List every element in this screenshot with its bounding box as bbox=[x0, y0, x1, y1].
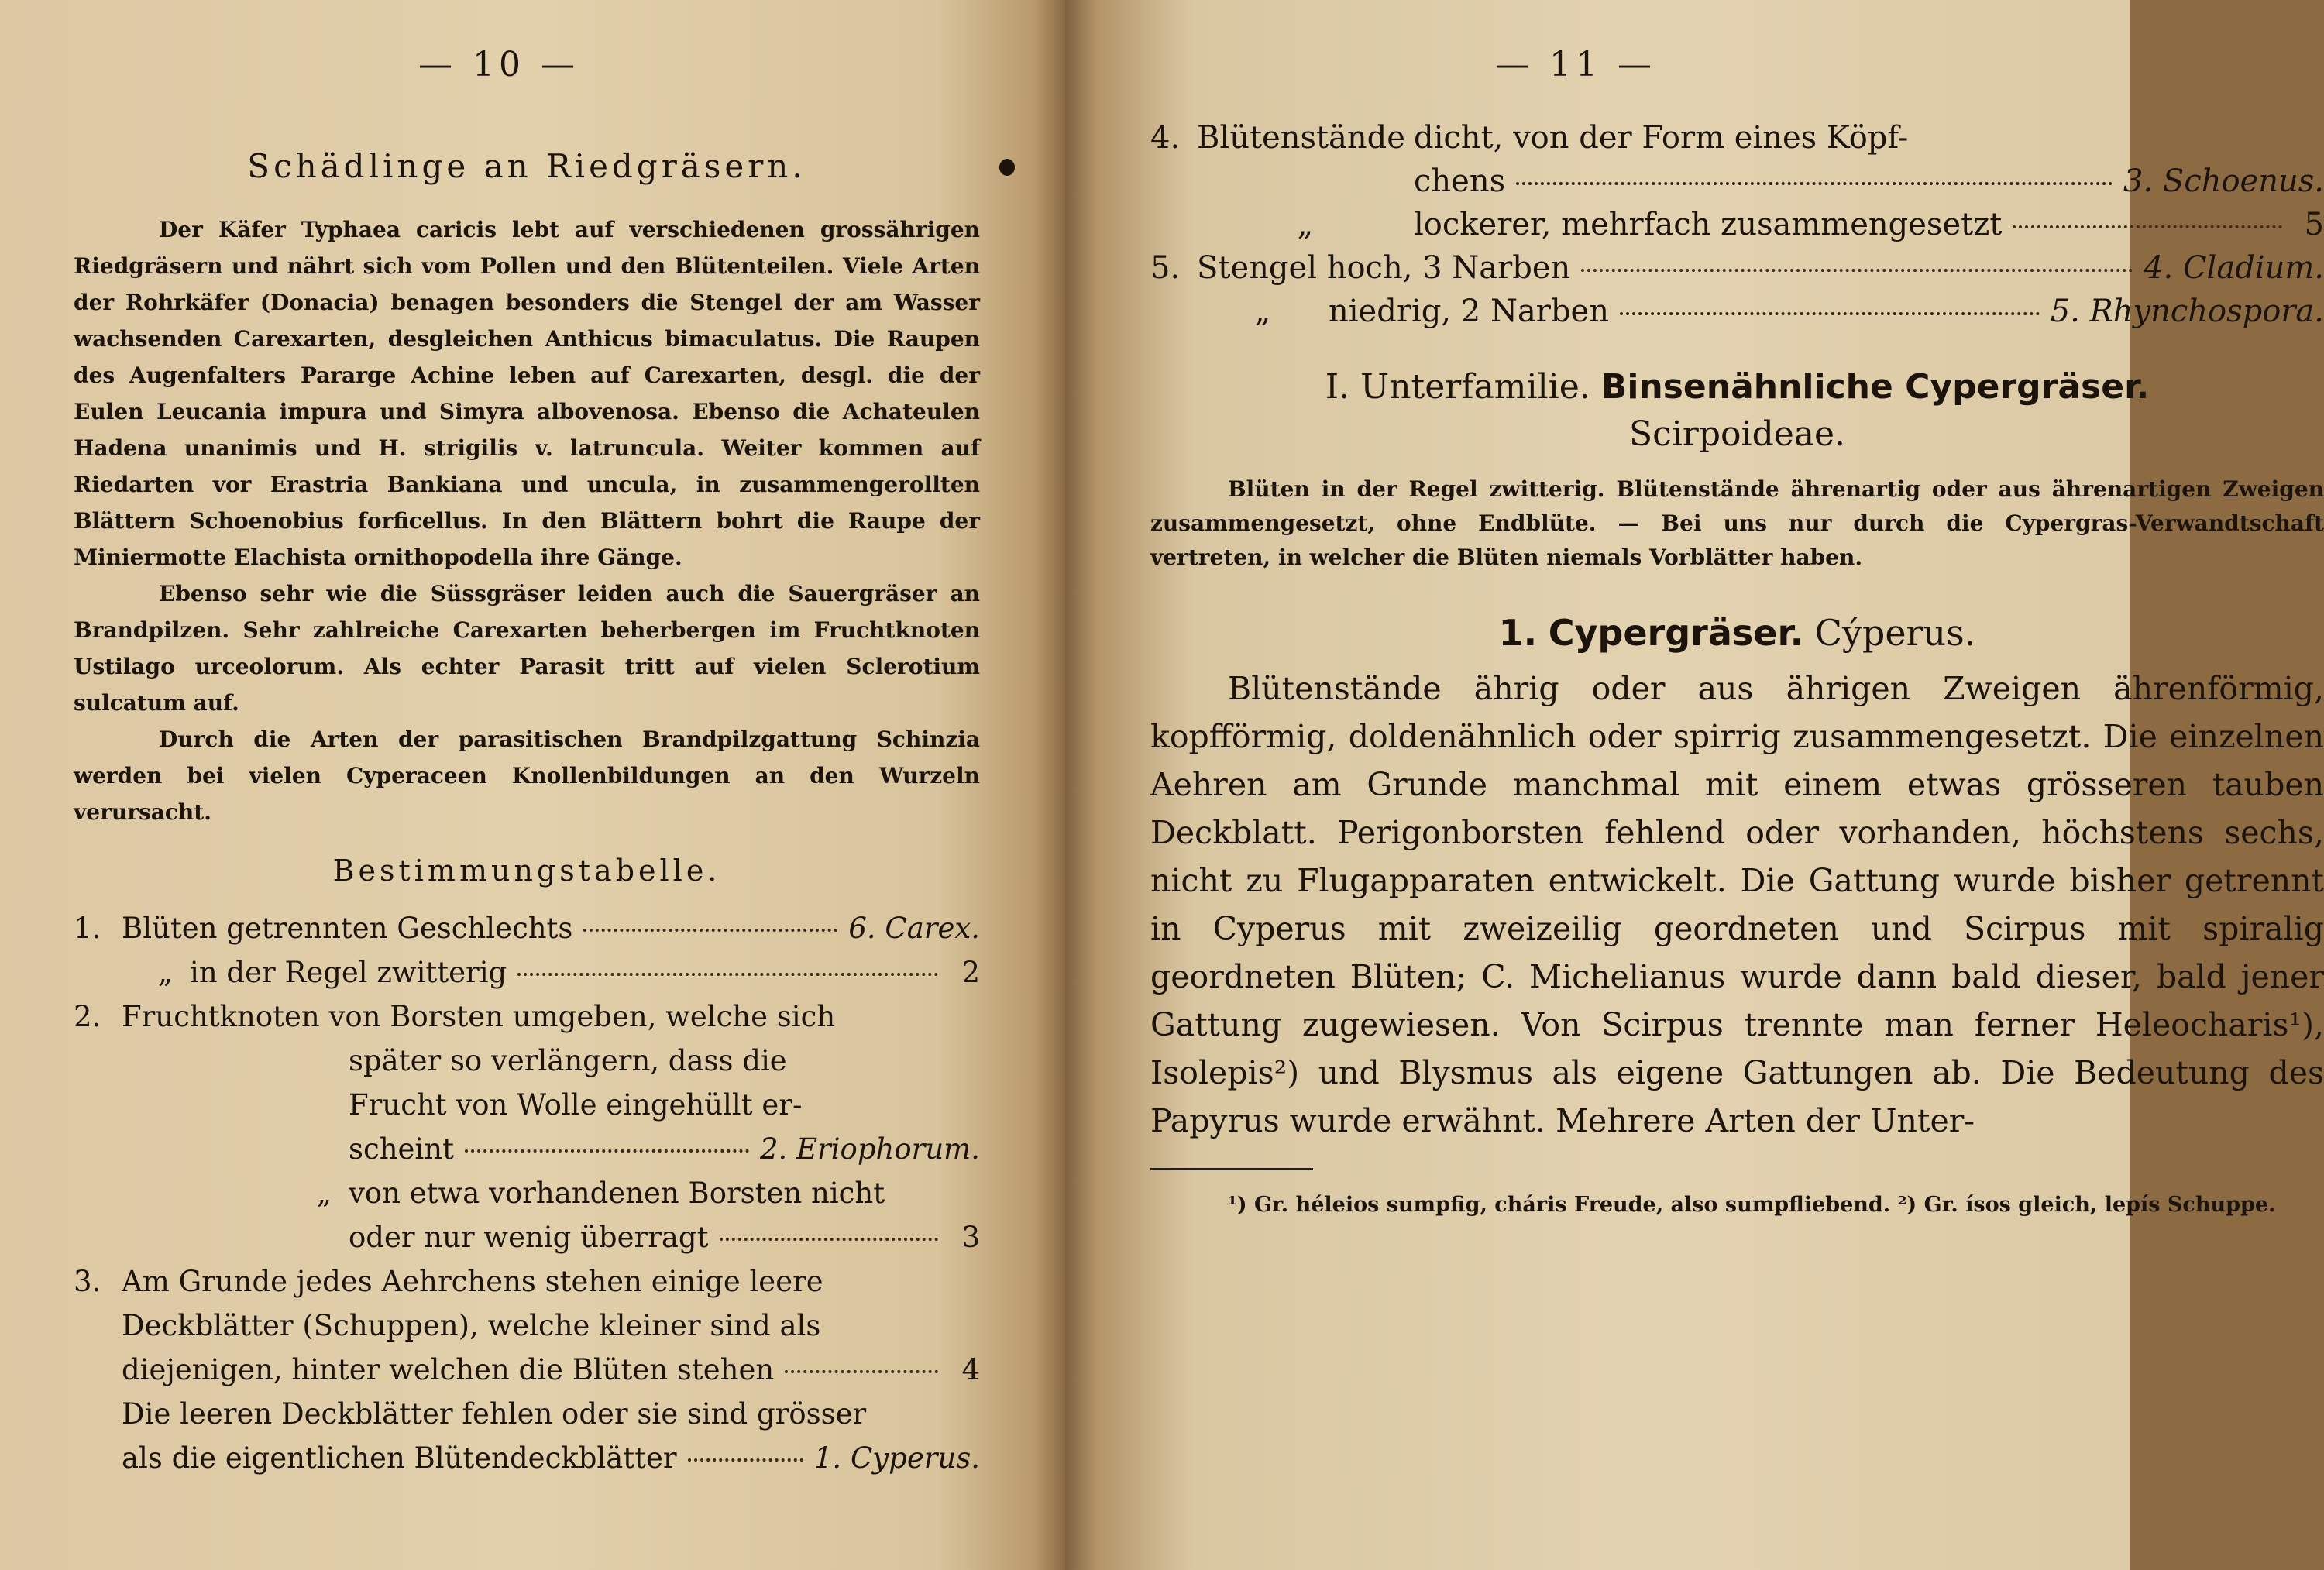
subfamily-heading bbox=[1150, 367, 2324, 407]
key-entry-4b: „ lockerer, mehrfach zusammengesetzt 5 bbox=[1150, 203, 2324, 246]
leader-dots bbox=[583, 929, 837, 932]
leader-dots bbox=[1516, 182, 2113, 185]
genus-latin: Cýperus. bbox=[1814, 612, 1976, 654]
footnote-rule bbox=[1150, 1168, 1313, 1170]
leader-dots bbox=[465, 1149, 749, 1153]
key-entry-1: 1. Blüten getrennten Geschlechts 6. Carex. bbox=[74, 906, 980, 950]
subfamily-description: Blüten in der Regel zwitterig. Blütenstände ährenartig oder aus ährenartigen Zweigen zusammengesetzt, ohne Endblüte. — Bei uns nur durch die Cypergras-Verwandtschaft vertreten, in welcher die Blüten niemals Vorblätter haben. bbox=[1150, 476, 2324, 570]
paragraph: Der Käfer Typhaea caricis lebt auf verschiedenen grossährigen Riedgräsern und nährt sich vom Pollen und den Blütenteilen. Viele Arten der Rohrkäfer (Donacia) benagen besonders die Stengel der am Wasser wachsenden Carexarten, desgleichen Anthicus bimaculatus. Die Raupen des Augenfalters Pararge Achine leben auf Carexarten, desgl. die der Eulen Leucania impura und Simyra albovenosa. Ebenso die Achateulen Hadena unanimis und H. strigilis v. latruncula. Weiter kommen auf Riedarten vor Erastria Bankiana und uncula, in zusammengerollten Blättern Schoenobius forficellus. In den Blättern bohrt die Raupe der Miniermotte Elachista ornithopodella ihre Gänge. bbox=[74, 217, 980, 570]
genus-description: Blütenstände ährig oder aus ährigen Zweigen ährenförmig, kopfförmig, doldenähnlich oder spirrig zusammengesetzt. Die einzelnen Aehren am Grunde manchmal mit einem etwas grösseren tauben Deckblatt. Perigonborsten fehlend oder vorhanden, höchstens sechs, nicht zu Flugapparaten entwickelt. Die Gattung wurde bisher getrennt in Cyperus mit zweizeilig geordneten und Scirpus mit spiralig geordneten Blüten; C. Michelianus wurde dann bald dieser, bald jener Gattung zugewiesen. Von Scirpus trennte man ferner Heleocharis¹), Isolepis²) und Blysmus als eigene Gattungen ab. Die Bedeutung des Papyrus wurde erwähnt. Mehrere Arten der Unter- bbox=[1150, 670, 2324, 1139]
ink-spot bbox=[999, 159, 1015, 176]
left-page-content bbox=[74, 139, 980, 1480]
key-entry-3b: Die leeren Deckblätter fehlen oder sie sind grösser bbox=[122, 1397, 867, 1431]
key-entry-5b: „ niedrig, 2 Narben 5. Rhynchospora. bbox=[1150, 290, 2324, 333]
page-number: — 11 — bbox=[1495, 45, 1656, 84]
right-page-content bbox=[1150, 116, 2324, 1223]
leader-dots bbox=[688, 1458, 803, 1462]
genus-number: 1. bbox=[1498, 612, 1538, 654]
subfamily-latin: Scirpoideae. bbox=[1628, 414, 1846, 454]
key-title: Bestimmungstabelle. bbox=[332, 854, 721, 888]
section-title: Schädlinge an Riedgräsern. bbox=[247, 147, 806, 185]
leader-dots bbox=[517, 973, 938, 976]
key-reference: 2. Eriophorum. bbox=[759, 1132, 980, 1166]
identification-key-continued: 4. Blütenstände dicht, von der Form eines Köpf- chens 3. Schoenus. „ lockerer, mehrfach zusammengesetzt 5 5. Stengel hoch, 3 Narben 4. Cladium. „ niedrig, 2 Narben 5. Rhynchospora. bbox=[1150, 116, 2324, 333]
key-reference: 5. Rhynchospora. bbox=[2050, 294, 2324, 329]
leader-dots bbox=[785, 1370, 938, 1373]
key-entry-5: 5. Stengel hoch, 3 Narben 4. Cladium. bbox=[1150, 246, 2324, 290]
key-reference: 5 bbox=[2304, 207, 2324, 242]
key-entry-3: 3. Am Grunde jedes Aehrchens stehen einige leere bbox=[74, 1265, 823, 1298]
key-reference: 4 bbox=[961, 1353, 980, 1386]
footnote: ¹) Gr. héleios sumpfig, cháris Freude, also sumpfliebend. ²) Gr. ísos gleich, lepís Schuppe. bbox=[1228, 1193, 2276, 1217]
key-entry-4: 4. Blütenstände dicht, von der Form eines Köpf- bbox=[1150, 120, 1909, 156]
paragraph: Ebenso sehr wie die Süssgräser leiden auch die Sauergräser an Brandpilzen. Sehr zahlreiche Carexarten beherbergen im Fruchtknoten Ustilago urceolorum. Als echter Parasit tritt auf vielen Sclerotium sulcatum auf. bbox=[74, 581, 980, 716]
key-entry-1b: „ in der Regel zwitterig 2 bbox=[74, 950, 980, 995]
paragraph: Durch die Arten der parasitischen Brandpilzgattung Schinzia werden bei vielen Cyperaceen Knollenbildungen an den Wurzeln verursacht. bbox=[74, 727, 980, 825]
identification-key: 1. Blüten getrennten Geschlechts 6. Carex. „ in der Regel zwitterig 2 2. Fruchtknoten von Borsten umgeben, welche sich später so verlängern, dass die Frucht von Wolle eingehüllt er- scheint 2. Eriophorum. „ von etwa vorhandenen Borsten nicht oder nur wenig überragt 3 3. Am Grunde jedes Aehrchens stehen einige leere Deckblätter (Schuppen), welche kleiner sind als diejenigen, hinter welchen die Blüten stehen 4 Die leeren Deckblätter fehlen oder sie sind grösser als die eigentlichen Blütendeckblätter 1. Cyperus. bbox=[74, 906, 980, 1480]
key-entry-2b: „ von etwa vorhandenen Borsten nicht bbox=[316, 1177, 885, 1210]
genus-name: Cypergräser. bbox=[1548, 612, 1804, 654]
subfamily-name: Binsenähnliche Cypergräser. bbox=[1600, 367, 2150, 407]
page-number: — 10 — bbox=[418, 45, 579, 84]
key-reference: 6. Carex. bbox=[848, 912, 980, 945]
key-reference: 2 bbox=[961, 956, 980, 989]
subfamily-prefix: I. Unterfamilie. bbox=[1325, 367, 1590, 407]
key-reference: 4. Cladium. bbox=[2144, 250, 2324, 286]
key-entry-2: 2. Fruchtknoten von Borsten umgeben, welche sich bbox=[74, 1000, 836, 1033]
leader-dots bbox=[1620, 312, 2040, 315]
leader-dots bbox=[1581, 269, 2133, 272]
left-page bbox=[0, 0, 1065, 1570]
key-reference: 3 bbox=[961, 1221, 980, 1254]
right-page bbox=[1065, 0, 2324, 1570]
key-reference: 3. Schoenus. bbox=[2123, 163, 2324, 199]
genus-heading bbox=[1150, 612, 2324, 654]
key-reference: 1. Cyperus. bbox=[813, 1441, 980, 1475]
leader-dots bbox=[720, 1238, 939, 1241]
leader-dots bbox=[2013, 225, 2282, 228]
